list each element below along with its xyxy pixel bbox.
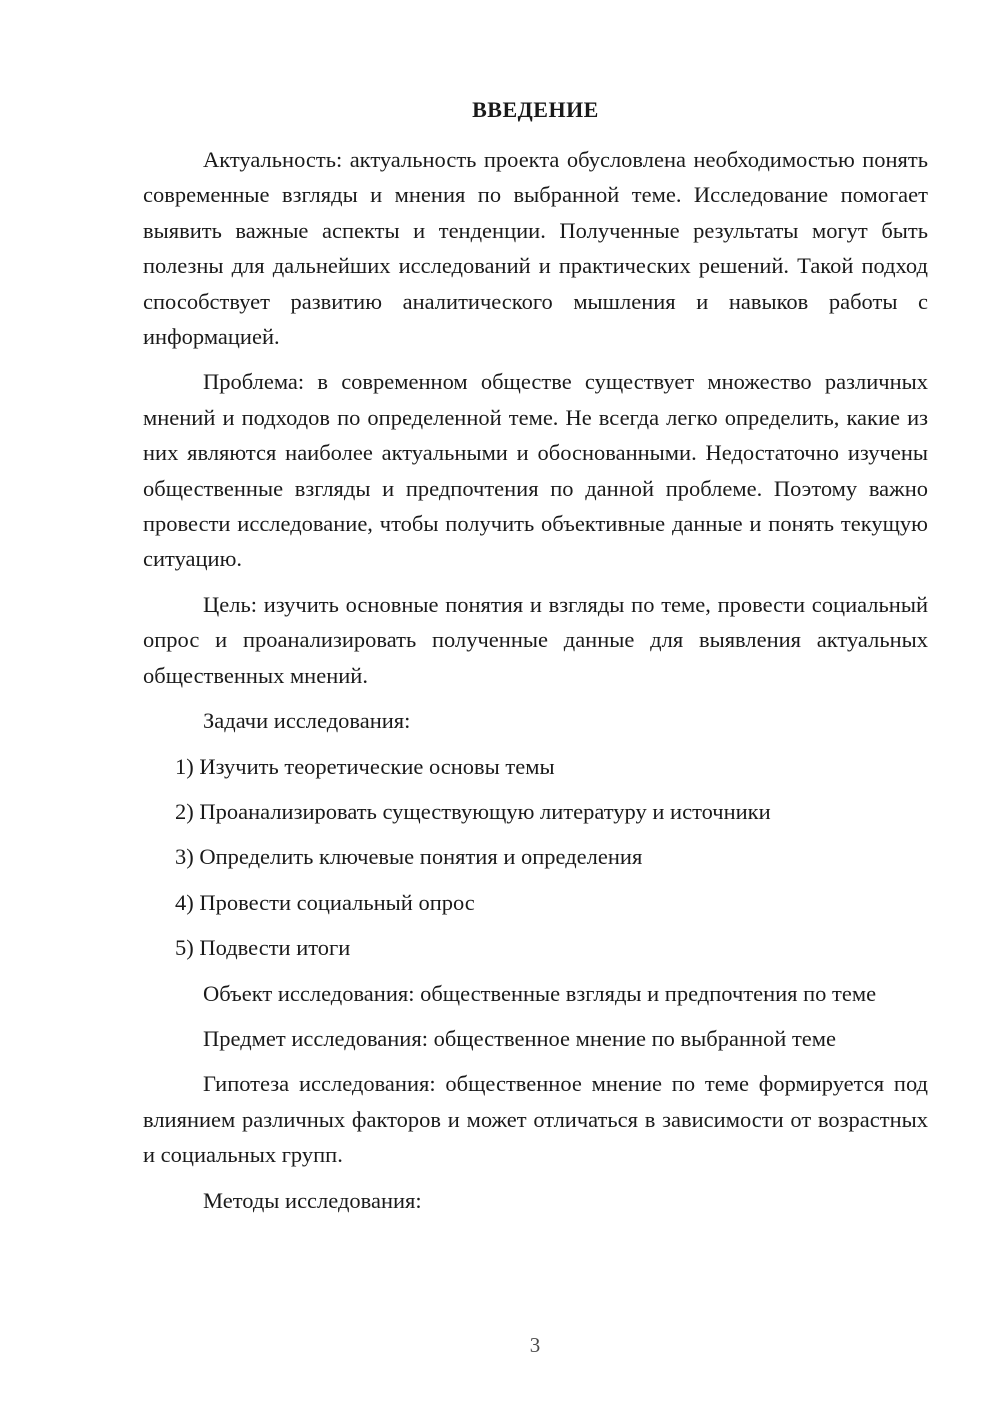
page-title: ВВЕДЕНИЕ [472,97,599,122]
methods-heading: Методы исследования: [203,1187,422,1213]
task-item: 4) Провести социальный опрос [175,889,475,915]
problem-paragraph: Проблема: в современном обществе существует множество различных мнений и подходов по определенной теме. Не всегда легко определить, какие из них являются наиболее актуальными и обоснованными. Недостаточно изучены общественные взгляды и предпочтения по данной проблеме. Поэтому важно провести исследование, чтобы получить объективные данные и понять текущую ситуацию. [143,369,928,572]
task-item: 2) Проанализировать существующую литературу и источники [175,798,771,824]
subject-paragraph: Предмет исследования: общественное мнение по выбранной теме [203,1025,836,1051]
document-body [143,142,928,1228]
task-item: 3) Определить ключевые понятия и определения [175,844,643,870]
relevance-paragraph: Актуальность: актуальность проекта обусловлена необходимостью понять современные взгляды и мнения по выбранной теме. Исследование помогает выявить важные аспекты и тенденции. Полученные результаты могут быть полезны для дальнейших исследований и практических решений. Такой подход способствует развитию аналитического мышления и навыков работы с информацией. [143,147,928,350]
tasks-heading: Задачи исследования: [203,708,411,734]
goal-paragraph: Цель: изучить основные понятия и взгляды по теме, провести социальный опрос и проанализировать полученные данные для выявления актуальных общественных мнений. [143,591,928,688]
object-paragraph: Объект исследования: общественные взгляды и предпочтения по теме [203,980,877,1006]
task-item: 5) Подвести итоги [175,935,351,961]
tasks-list [143,749,928,966]
task-item: 1) Изучить теоретические основы темы [175,753,555,779]
hypothesis-paragraph: Гипотеза исследования: общественное мнение по теме формируется под влиянием различных факторов и может отличаться в зависимости от возрастных и социальных групп. [143,1071,928,1168]
page-number: 3 [529,1333,541,1357]
